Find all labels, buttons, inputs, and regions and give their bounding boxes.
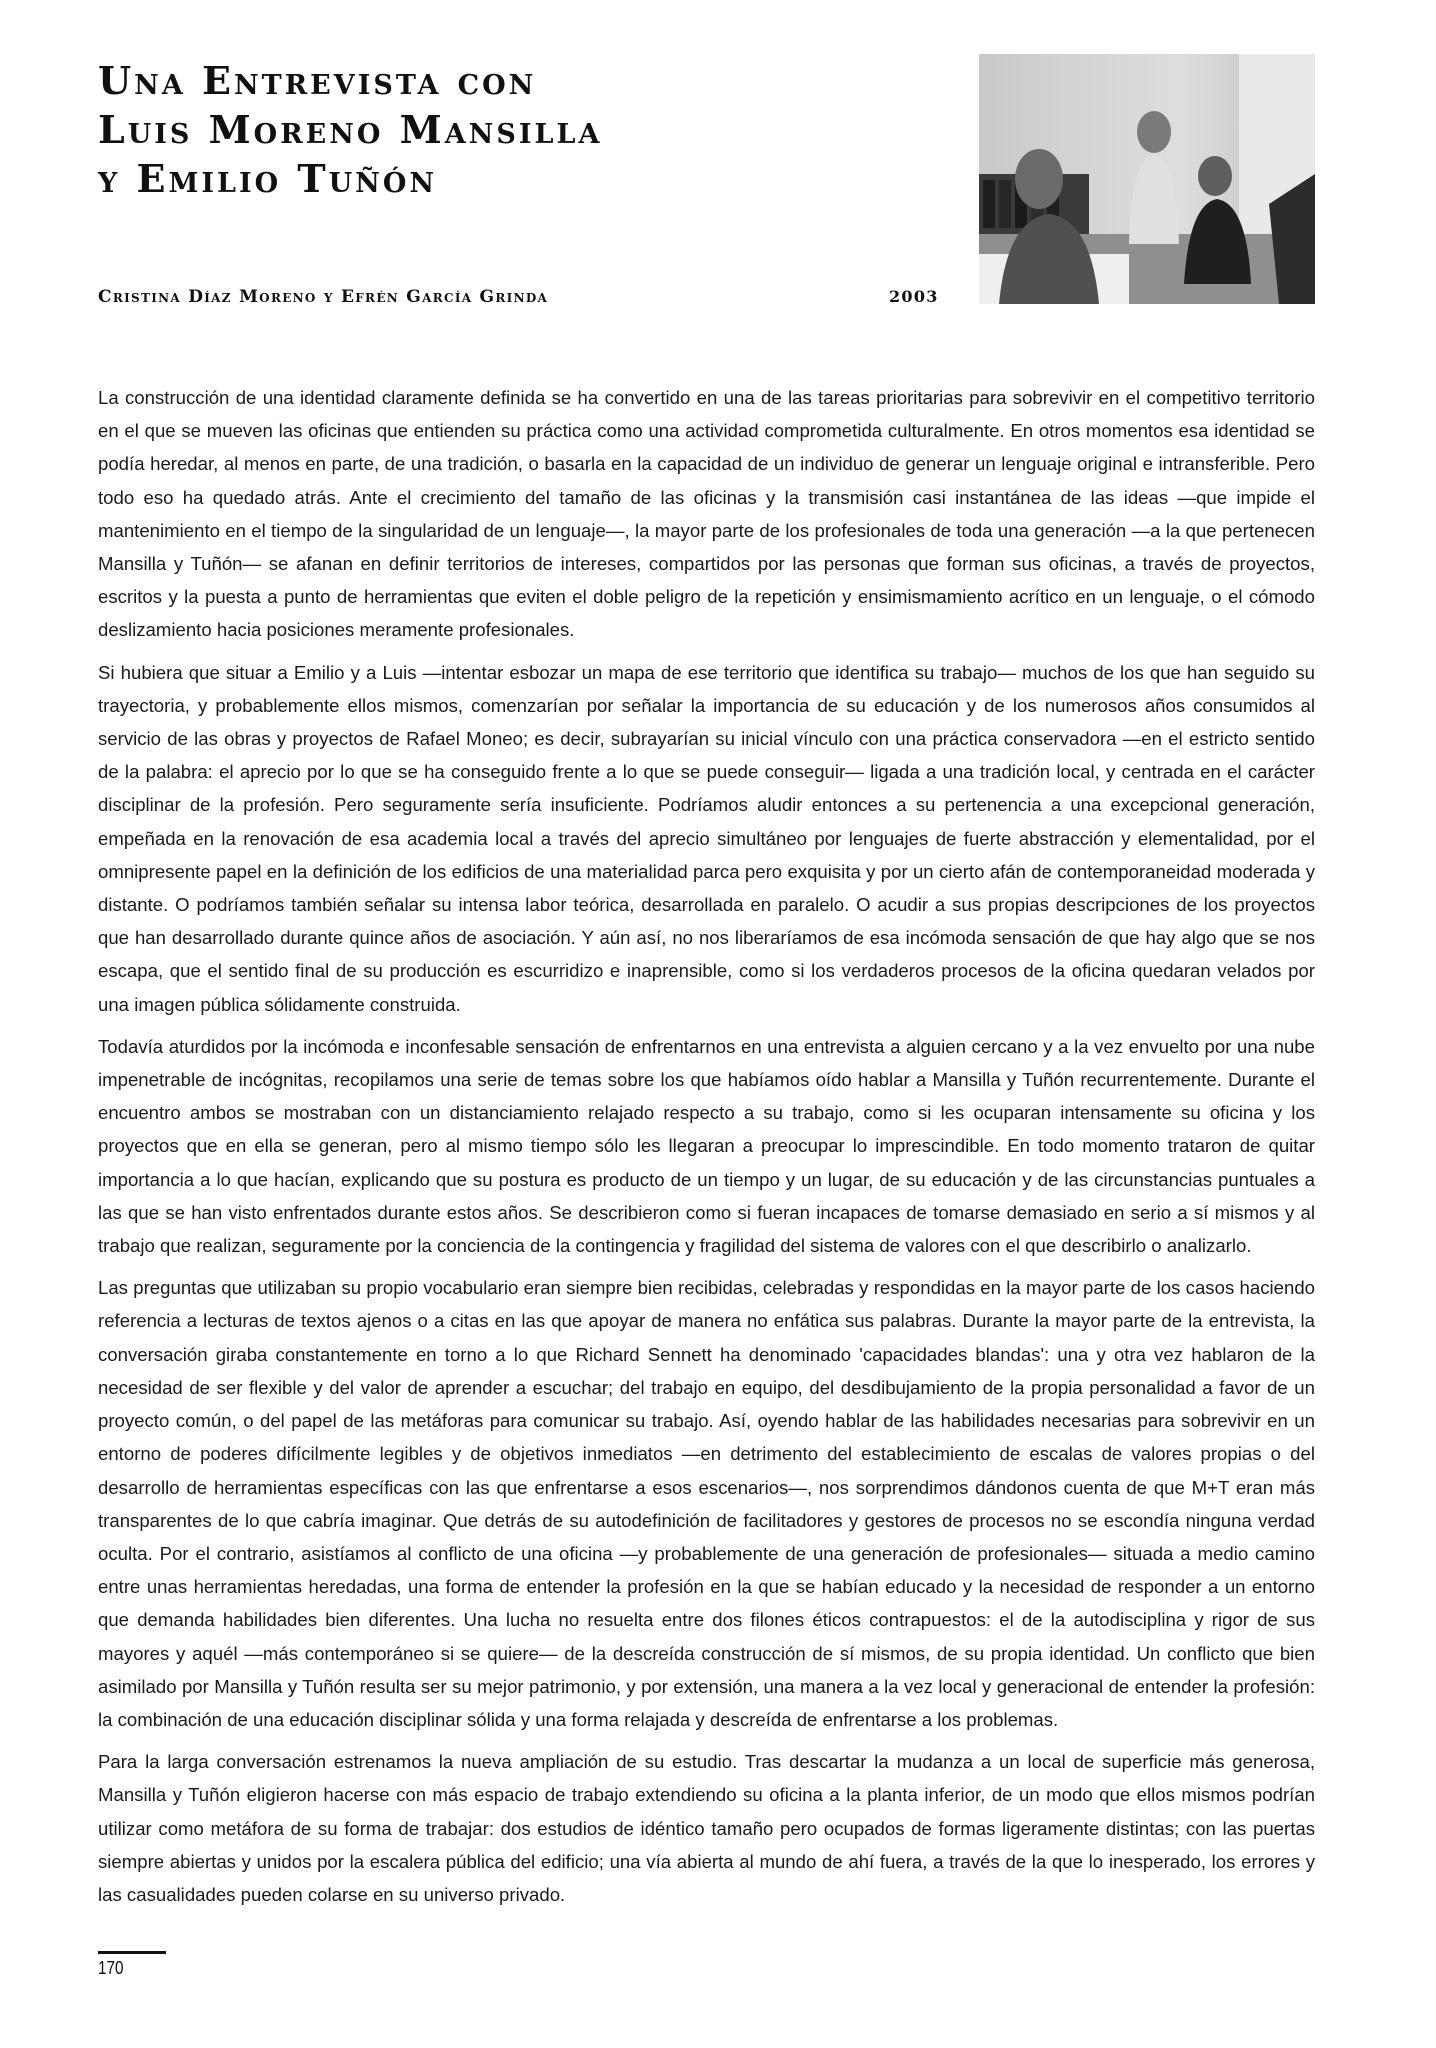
paragraph: Todavía aturdidos por la incómoda e inconfesable sensación de enfrentarnos en una entrevista a alguien cercano y a la vez envuelto por una nube impenetrable de incógnitas, recopilamos una serie de temas sobre los que habíamos oído hablar a Mansilla y Tuñón recurrentemente. Durante el encuentro ambos se mostraban con un distanciamiento relajado respecto a su trabajo, como si les ocuparan intensamente su oficina y los proyectos que en ella se generan, pero al mismo tiempo sólo les llegaran a preocupar lo imprescindible. En todo momento trataron de quitar importancia a lo que hacían, explicando que su postura es producto de un tiempo y un lugar, de su educación y de las circunstancias puntuales a las que se han visto enfrentados durante estos años. Se describieron como si fueran incapaces de tomarse demasiado en serio a sí mismos y al trabajo que realizan, seguramente por la conciencia de la contingencia y fragilidad del sistema de valores con el que describirlo o analizarlo. — [98, 1035, 1315, 1257]
interview-photo — [979, 54, 1315, 304]
paragraph: La construcción de una identidad claramente definida se ha convertido en una de las tareas prioritarias para sobrevivir en el competitivo territorio en el que se mueven las oficinas que entienden su práctica como una actividad comprometida culturalmente. En otros momentos esa identidad se podía heredar, al menos en parte, de una tradición, o basarla en la capacidad de un individuo de generar un lenguaje original e intransferible. Pero todo eso ha quedado atrás. Ante el crecimiento del tamaño de las oficinas y la transmisión casi instantánea de las ideas —que impide el mantenimiento en el tiempo de la singularidad de un lenguaje—, la mayor parte de los profesionales de toda una generación —a la que pertenecen Mansilla y Tuñón— se afanan en definir territorios de intereses, compartidos por las personas que forman sus oficinas, a través de proyectos, escritos y la puesta a punto de herramientas que eviten el doble peligro de la repetición y ensimismamiento acrítico en un lenguaje, o el cómodo deslizamiento hacia posiciones meramente profesionales. — [98, 387, 1315, 641]
page-number: 170 — [98, 1958, 124, 1978]
paragraph: Para la larga conversación estrenamos la nueva ampliación de su estudio. Tras descartar la mudanza a un local de superficie más generosa, Mansilla y Tuñón eligieron hacerse con más espacio de trabajo extendiendo su oficina a la planta inferior, de un modo que ellos mismos podrían utilizar como metáfora de su forma de trabajar: dos estudios de idéntico tamaño pero ocupados de formas ligeramente distintas; con las puertas siempre abiertas y unidos por la escalera pública del edificio; una vía abierta al mundo de ahí fuera, a través de la que lo inesperado, los errores y las casualidades pueden colarse en su universo privado. — [98, 1751, 1315, 1905]
title-line-1: Una Entrevista con — [98, 58, 537, 103]
title-line-3: y Emilio Tuñón — [98, 156, 438, 201]
article-title — [98, 56, 918, 203]
article-year: 2003 — [889, 287, 939, 306]
article-authors: Cristina Díaz Moreno y Efrén García Grinda — [98, 287, 549, 307]
paragraph: Si hubiera que situar a Emilio y a Luis —intentar esbozar un mapa de ese territorio que identifica su trabajo— muchos de los que han seguido su trayectoria, y probablemente ellos mismos, comenzarían por señalar la importancia de su educación y de los numerosos años consumidos al servicio de las obras y proyectos de Rafael Moneo; es decir, subrayarían su inicial vínculo con una práctica conservadora —en el estricto sentido de la palabra: el aprecio por lo que se ha conseguido frente a lo que se puede conseguir— ligada a una tradición local, y centrada en el carácter disciplinar de la profesión. Pero seguramente sería insuficiente. Podríamos aludir entonces a su pertenencia a una excepcional generación, empeñada en la renovación de esa academia local a través del aprecio simultáneo por lenguajes de fuerte abstracción y elementalidad, por el omnipresente papel en la definición de los edificios de una materialidad parca pero exquisita y por un cierto afán de contemporaneidad moderada y distante. O podríamos también señalar su intensa labor teórica, desarrollada en paralelo. O acudir a sus propias descripciones de los proyectos que han desarrollado durante quince años de asociación. Y aún así, no nos liberaríamos de esa incómoda sensación de que hay algo que se nos escapa, que el sentido final de su producción es escurridizo e inaprensible, como si los verdaderos procesos de la oficina quedaran velados por una imagen pública sólidamente construida. — [98, 661, 1315, 1015]
paragraph: Las preguntas que utilizaban su propio vocabulario eran siempre bien recibidas, celebradas y respondidas en la mayor parte de los casos haciendo referencia a lecturas de textos ajenos o a citas en las que apoyar de manera no enfática sus palabras. Durante la mayor parte de la entrevista, la conversación giraba constantemente en torno a lo que Richard Sennett ha denominado 'capacidades blandas': una y otra vez hablaron de la necesidad de ser flexible y del valor de aprender a escuchar; del trabajo en equipo, del desdibujamiento de la propia personalidad a favor de un proyecto común, o del papel de las metáforas para comunicar su trabajo. Así, oyendo hablar de las habilidades necesarias para sobrevivir en un entorno de poderes difícilmente legibles y de objetivos inmediatos —en detrimento del establecimiento de escalas de valores propias o del desarrollo de herramientas específicas con las que enfrentarse a esos escenarios—, nos sorprendimos dándonos cuenta de que M+T eran más transparentes de lo que cabría imaginar. Que detrás de su autodefinición de facilitadores y gestores de procesos no se escondía ninguna verdad oculta. Por el contrario, asistíamos al conflicto de una oficina —y probablemente de una generación de profesionales— situada a medio camino entre unas herramientas heredadas, una forma de entender la profesión en la que se habían educado y la necesidad de responder a un entorno que demanda habilidades bien diferentes. Una lucha no resuelta entre dos filones éticos contrapuestos: el de la autodisciplina y rigor de sus mayores y aquél —más contemporáneo si se quiere— de la descreída construcción de sí mismos, de su propia identidad. Un conflicto que bien asimilado por Mansilla y Tuñón resulta ser su mejor patrimonio, y por extensión, una manera a la vez local y generacional de entender la profesión: la combinación de una educación disciplinar sólida y una forma relajada y descreída de enfrentarse a los problemas. — [98, 1277, 1315, 1730]
footer-rule — [98, 1951, 166, 1954]
title-line-2: Luis Moreno Mansilla — [98, 107, 603, 152]
article-body — [98, 381, 1315, 1920]
